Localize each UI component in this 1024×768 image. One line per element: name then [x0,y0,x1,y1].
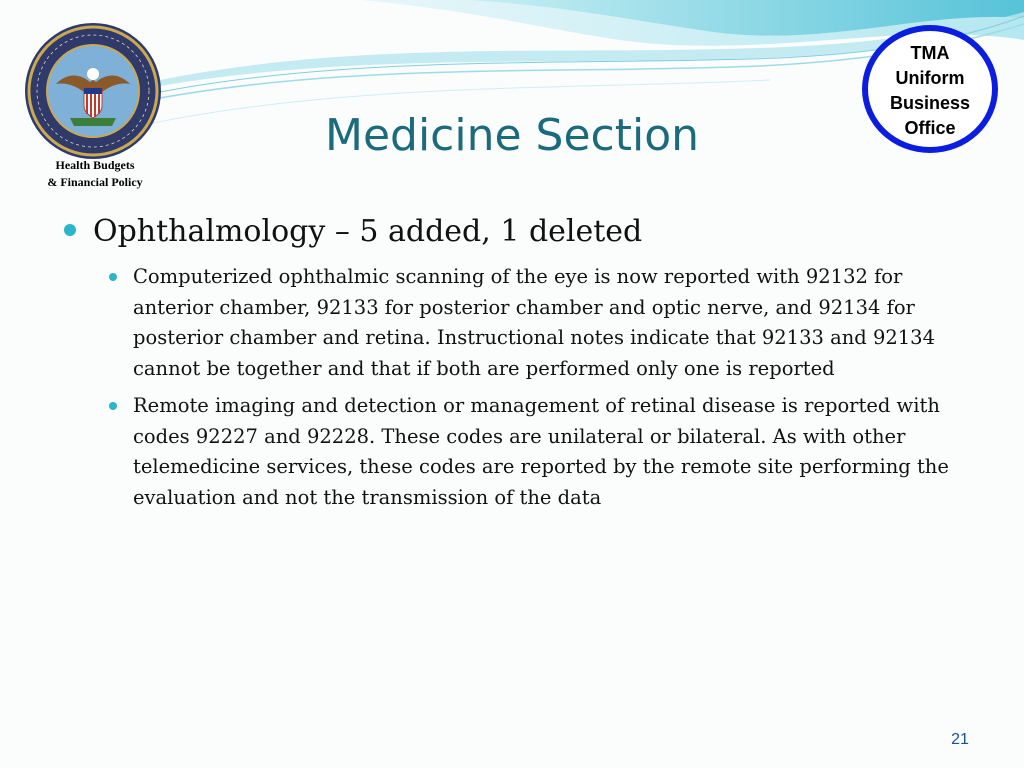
bullet-level2 [60,391,970,513]
bullet-dot-icon [109,402,117,410]
bullet-level1 [60,210,970,254]
page-number: 21 [951,731,969,748]
badge-line-3: Business [889,93,971,113]
badge-line-2: Uniform [895,68,965,88]
bullet-text-2: Remote imaging and detection or management of retinal disease is reported with codes 92227 and 92228. These codes are unilateral or bilateral. As with other telemedicine services, these codes are reported by the remote site performing the evaluation and not the transmission of the data [133,394,949,509]
seal-caption-line1: Health Budgets [55,158,135,172]
department-of-defense-seal-icon [24,22,162,160]
slide-title: Medicine Section [324,110,700,161]
tma-uniform-business-office-badge-icon [862,25,998,153]
bullet-dot-icon [109,273,117,281]
slide-body [60,210,970,520]
bullet-level2 [60,262,970,384]
badge-line-4: Office [904,118,956,138]
bullet-dot-icon [64,224,76,236]
badge-line-1: TMA [910,43,950,63]
seal-caption-line2: & Financial Policy [47,175,143,189]
bullet-text-1: Computerized ophthalmic scanning of the eye is now reported with 92132 for anterior chamber, 92133 for posterior chamber and optic nerve, and 92134 for posterior chamber and retina. Instructional notes indicate that 92133 and 92134 cannot be together and that if both are performed only one is reported [133,265,935,380]
bullet-heading-text: Ophthalmology – 5 added, 1 deleted [93,214,643,249]
seal-caption [20,157,170,191]
badge-text [862,41,998,141]
